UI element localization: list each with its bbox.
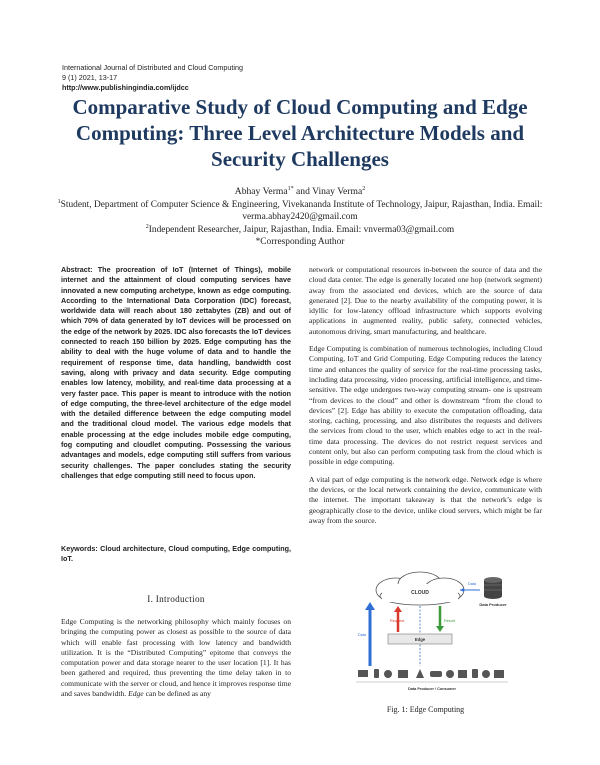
right-paragraph-3: A vital part of edge computing is the network edge. Network edge is where the devices, or the local network containing the device, communicate with the internet. The important takeaway is that the network’s edge is geographically close to the device, unlike cloud servers, which might be far away from the source. [309, 474, 542, 525]
author-2: Vinay Verma [312, 186, 363, 197]
affiliation-1 [40, 199, 560, 224]
edge-label: Edge [414, 637, 426, 642]
journal-issue: 9 (1) 2021, 13-17 [62, 73, 118, 82]
section-heading: I. Introduction [147, 594, 205, 604]
tv-icon [458, 670, 467, 678]
affiliation-2-text: Independent Researcher, Jaipur, Rajasthan, India. Email: vnverma03@gmail.com [148, 224, 455, 235]
journal-url[interactable]: http://www.publishingindia.com/ijdcc [62, 83, 189, 92]
tablet-icon [398, 670, 408, 678]
device-icons [358, 669, 504, 678]
car-icon [430, 671, 442, 677]
affiliation-1-sup: 1 [57, 199, 61, 205]
right-column [309, 265, 542, 533]
abstract: Abstract: The procreation of IoT (Internet of Things), mobile internet and the attainment of cloud computing services have innovated a new computing archetype, known as edge computing. According to the International Data Corporation (IDC) forecast, worldwide data will reach about 180 zettabytes (ZB) and out of which 70% of data generated by IoT devices will be processed on the edge of the network by 2025. IDC also forecasts the IoT devices connected to reach 150 billion by 2025. Edge computing has the ability to deal with the huge volume of data and to handle the requirement of response time, data handling, bandwidth cost saving, along with privacy and data security. Edge computing enables low latency, mobility, and real-time data processing at a very faster pace. This paper is meant to introduce with the notion of edge computing, the three-level architecture of the edge model with the detailed difference between the edge computing model and the traditional cloud model. The various edge models that enable processing at the edge includes mobile edge computing, fog computing and cloudlet computing. Possessing the various advantages and models, edge computing still suffers from various security challenges. The paper concludes stating the security challenges that edge computing still need to focus upon. [61, 265, 291, 480]
result-label: Result [444, 619, 455, 623]
right-paragraph-2: Edge Computing is combination of numerous technologies, including Cloud Computing, IoT and Grid Computing. Edge Computing reduces the latency time and enhances the quality of service for the real-time processing tasks, including data processing, video processing, artificial intelligence, and time-sensitive. The edge undergoes two-way computing stream- one is upstream “from devices to the cloud” and other is downstream “from the cloud to devices” [2]. Edge has ability to execute the computation offloading, data storing, caching, processing, and also distributes the requests and delivers the services from cloud to the user, which enables edge to act in the real-time data processing. The devices do not restrict request services and content only, but also can perform computing task from the cloud which is possible in edge computing. [309, 344, 542, 467]
corresponding-author: *Corresponding Author [255, 237, 345, 248]
author-conj: and [293, 186, 313, 197]
data-label-right: Data [468, 582, 477, 586]
figure-caption: Fig. 1: Edge Computing [386, 705, 465, 714]
bottom-label: Data Producer / Consumer [408, 687, 456, 691]
cloud-shape [376, 572, 464, 605]
paper-title: Comparative Study of Cloud Computing and Edge Computing: Three Level Architecture Models and Security Challenges [72, 95, 528, 171]
request-arrowhead [394, 606, 402, 612]
journal-name: International Journal of Distributed and Cloud Computing [62, 63, 243, 72]
intro-text-end: can be defined as any [143, 689, 211, 699]
right-paragraph-1: network or computational resources in-between the source of data and the cloud data center. The edge is generally located one hop (network segment) away from the associated end devices, which are the source of data generated [2]. Due to the nearby availability of the computing power, it is idyllic for low-latency offload infrastructure which supports evolving applications in augmented reality, public safety, connected vehicles, autonomous driving, smart manufacturing, and healthcare. [309, 265, 542, 336]
affiliation-2 [40, 224, 560, 236]
result-arrowhead [436, 626, 444, 632]
data-label-left: Data [358, 633, 367, 637]
affiliation-1-text: Student, Department of Computer Science & Engineering, Vivekananda Institute of Technology, Jaipur, Rajasthan, India. Email: verma.abhay2420@gmail.com [60, 200, 543, 223]
figure-svg [348, 570, 520, 700]
database-icon [484, 577, 502, 599]
author-1-sup: 1* [287, 186, 294, 192]
cloud-label: CLOUD [411, 590, 429, 596]
journal-header [62, 63, 243, 93]
affiliations [40, 199, 560, 249]
affiliation-2-sup: 2 [145, 223, 149, 230]
data-arrowhead-left [365, 602, 375, 610]
request-label: Request [390, 619, 405, 623]
producer-label: Data Producer [479, 602, 507, 607]
home-icon [494, 670, 504, 678]
sensor-icon [416, 669, 424, 678]
keywords: Keywords: Cloud architecture, Cloud computing, Edge computing, IoT. [61, 544, 291, 564]
author-2-sup: 2 [362, 186, 366, 192]
camera-icon [384, 670, 392, 678]
intro-text-italic: Edge [128, 689, 144, 699]
edge-computing-figure [348, 570, 520, 700]
intro-text-start: Edge Computing is the networking philosophy which mainly focuses on bringing the computing power as closest as possible to the source of data which will enable fast processing with low latency and bandwidth utilization. It is the “Distributed Computing” epitome that conveys the computation power and data storage nearer to the user location [1]. It has been gathered and required, thus preventing the time delay taken in to communicate with the server or cloud, and hence it improves response time and saves bandwidth. [61, 617, 291, 699]
bulb-icon [482, 670, 490, 678]
watch-icon [446, 670, 454, 678]
author-1: Abhay Verma [234, 186, 288, 197]
author-line [40, 186, 560, 198]
intro-paragraph [61, 617, 291, 699]
phone-icon [374, 669, 379, 678]
speaker-icon [472, 669, 478, 678]
laptop-icon [358, 670, 368, 677]
